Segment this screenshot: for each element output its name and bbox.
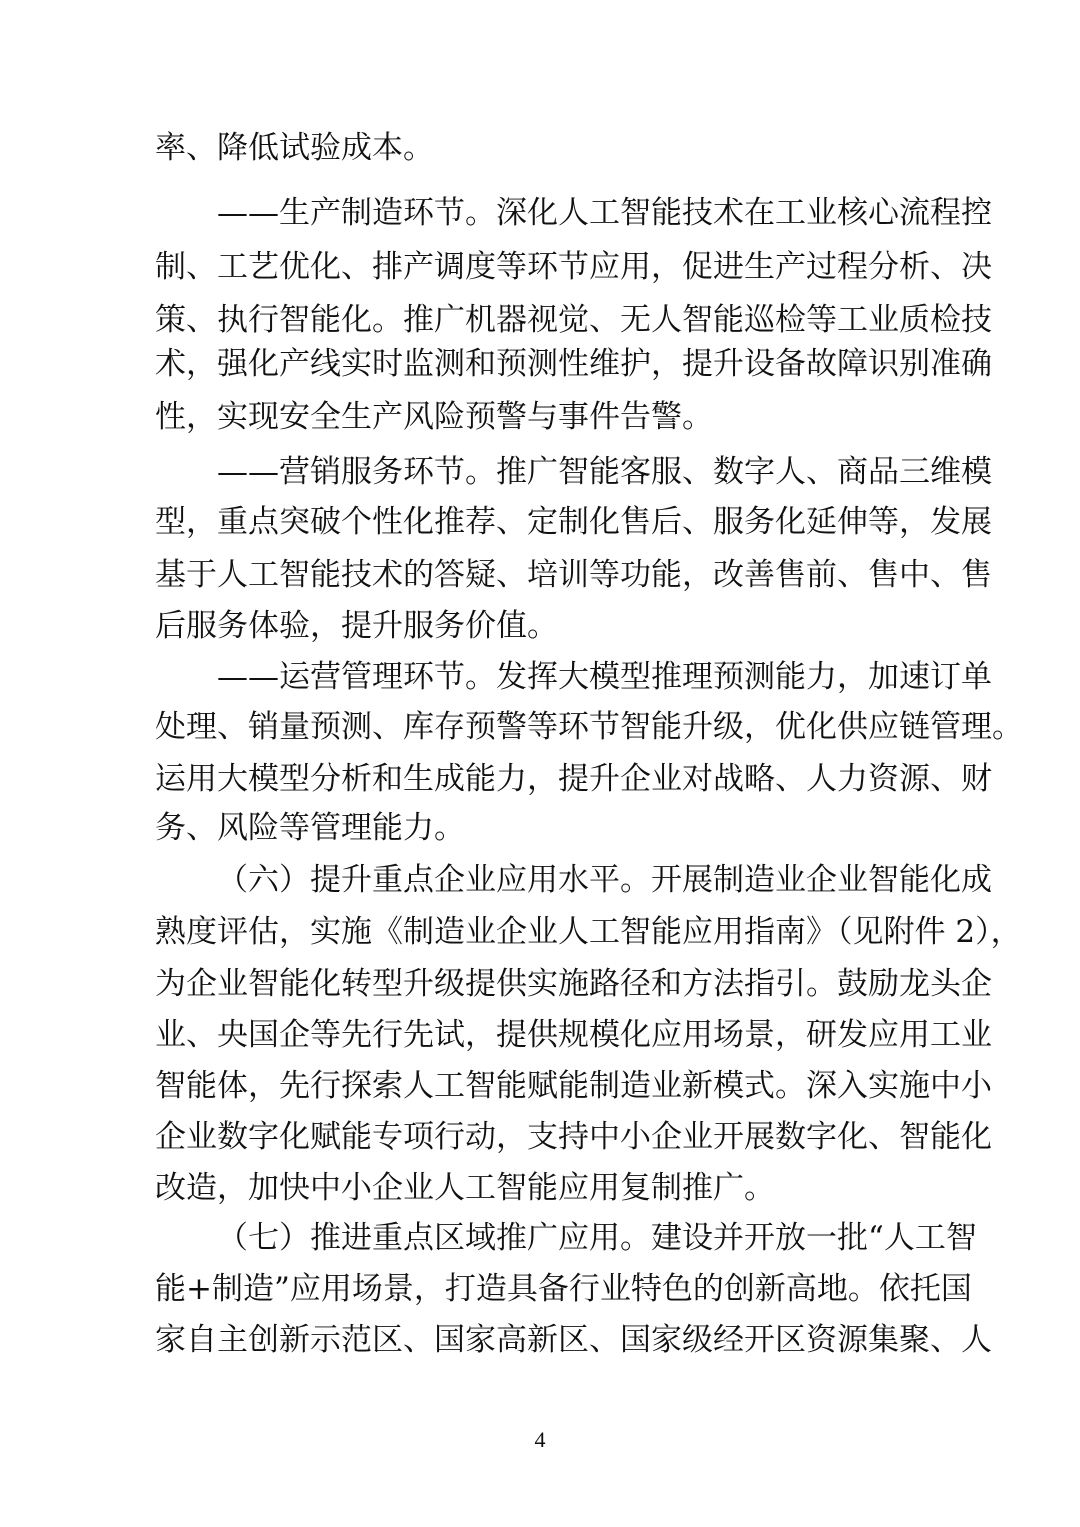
- page-number: 4: [534, 1427, 546, 1452]
- text-line: 改造，加快中小企业人工智能应用复制推广。: [155, 1170, 775, 1206]
- text-line: 智能体，先行探索人工智能赋能制造业新模式。深入实施中小: [155, 1068, 992, 1104]
- text-line: 家自主创新示范区、国家高新区、国家级经开区资源集聚、人: [155, 1322, 992, 1358]
- text-line: 能+制造”应用场景，打造具备行业特色的创新高地。依托国: [155, 1271, 972, 1307]
- text-line: ——营销服务环节。推广智能客服、数字人、商品三维模: [217, 454, 992, 490]
- text-line: 后服务体验，提升服务价值。: [155, 608, 558, 644]
- text-line: 制、工艺优化、排产调度等环节应用，促进生产过程分析、决: [155, 249, 992, 285]
- text-line: 企业数字化赋能专项行动，支持中小企业开展数字化、智能化: [155, 1119, 992, 1155]
- text-line: 运用大模型分析和生成能力，提升企业对战略、人力资源、财: [155, 761, 992, 797]
- text-line: 业、央国企等先行先试，提供规模化应用场景，研发应用工业: [155, 1017, 992, 1053]
- text-line: ——运营管理环节。发挥大模型推理预测能力，加速订单: [217, 659, 992, 695]
- text-line: 熟度评估，实施《制造业企业人工智能应用指南》（见附件 2），: [155, 914, 1022, 950]
- text-line: ——生产制造环节。深化人工智能技术在工业核心流程控: [217, 195, 992, 231]
- text-line: （六）提升重点企业应用水平。开展制造业企业智能化成: [217, 862, 992, 898]
- text-line: 务、风险等管理能力。: [155, 810, 465, 846]
- text-line: 率、降低试验成本。: [155, 130, 434, 166]
- text-line: （七）推进重点区域推广应用。建设并开放一批“人工智: [217, 1220, 977, 1256]
- text-line: 策、执行智能化。推广机器视觉、无人智能巡检等工业质检技: [155, 302, 992, 338]
- text-line: 处理、销量预测、库存预警等环节智能升级，优化供应链管理。: [155, 709, 1023, 745]
- text-line: 性，实现安全生产风险预警与事件告警。: [155, 399, 713, 435]
- text-line: 基于人工智能技术的答疑、培训等功能，改善售前、售中、售: [155, 557, 992, 593]
- text-line: 型，重点突破个性化推荐、定制化售后、服务化延伸等，发展: [155, 504, 992, 540]
- text-line: 术，强化产线实时监测和预测性维护，提升设备故障识别准确: [155, 346, 992, 382]
- text-line: 为企业智能化转型升级提供实施路径和方法指引。鼓励龙头企: [155, 966, 992, 1002]
